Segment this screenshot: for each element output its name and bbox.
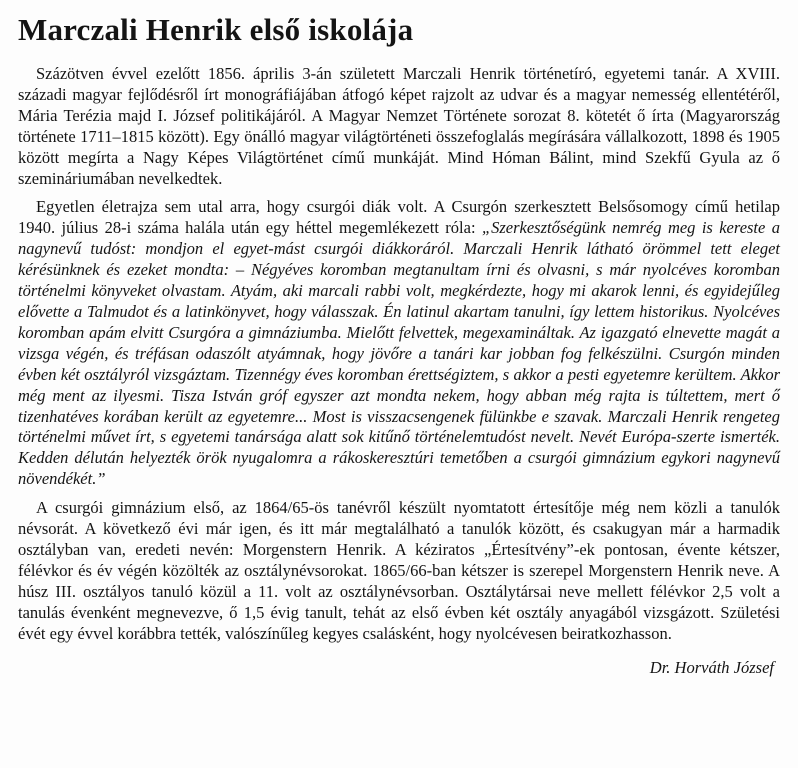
paragraph-1 — [18, 64, 780, 189]
paragraph-2-intro: Egyetlen életrajza sem utal arra, hogy csurgói diák volt. A Csurgón szerkesztett Belsősomogy című hetilap 1940. július 28-i száma halála után egy héttel megemlékezett róla: — [18, 197, 780, 238]
paragraph-2 — [18, 197, 780, 490]
paragraph-3-text: A csurgói gimnázium első, az 1864/65-ös tanévről készült nyomtatott értesítője még nem közli a tanulók névsorát. A következő évi már igen, és itt már megtalálható a tanulók között, és csakugyan már a harmadik osztályban van, eredeti nevén: Morgenstern Henrik. A kéziratos „Értesítvény”-ek pontosan, évente kétszer, félévkor és év végén közölték az osztálynévsorokat. 1865/66-ban kétszer is szerepel Morgenstern Henrik neve. A húsz III. osztályos tanuló közül a 11. volt az osztálynévsorban. Osztálytársai neve mellett félévkor 2,5 volt a tanulás évenként megnevezve, ő 1,5 évig tanult, tehát az első évben két osztály anyagából vizsgázott. Születési évét egy évvel korábbra tették, valószínűleg kegyes csalásként, hogy nyolcévesen beiratkozhasson. — [18, 498, 780, 643]
newspaper-quote: „Szerkesztőségünk nemrég meg is kereste a nagynevű tudóst: mondjon el egyet-mást csurgói diákkoráról. Marczali Henrik látható örömmel tett eleget kérésünknek és ezeket mondta: – Négyéves koromban megtanultam írni és olvasni, s már nyolcéves koromban történelmi könyveket olvastam. Atyám, aki marcali rabbi volt, megkérdezte, hogy mi akarok lenni, és egyidejűleg elővette a Talmudot és a latinkönyvet, hogy válasszak. Én latinul akartam tanulni, így lettem historikus. Nyolcéves koromban apám elvitt Csurgóra a gimnáziumba. Mielőtt felvettek, megexamináltak. Az igazgató elnevette magát a vizsga végén, és tréfásan odaszólt atyámnak, hogy jövőre a tanári kar jobban fog felkészülni. Csurgón minden évben két osztályról vizsgáztam. Tizennégy éves koromban érettségiztem, s akkor a pesti egyetemre kerültem. Akkor még ment az ilyesmi. Tisza István gróf egyszer azt mondta nekem, hogy abban még rajta is túltettem, mert ő tizenhatéves korában került az egyetemre... Most is visszacsengenek fülünkbe e szavak. Marczali Henrik rengeteg történelmi művet írt, s egyetemi tanársága alatt sok kitűnő történelemtudóst nevelt. Nevét Európa-szerte ismerték. Kedden délután helyezték örök nyugalomra a rákoskeresztúri temetőben a csurgói gimnázium egykori nagynevű növendékét.” — [18, 218, 780, 489]
author-signature: Dr. Horváth József — [649, 658, 774, 678]
paragraph-1-text: Százötven évvel ezelőtt 1856. április 3-án született Marczali Henrik történetíró, egyetemi tanár. A XVIII. századi magyar fejlődésről írt monográfiájában átfogó képet rajzolt az udvar és a magyar nemesség ellentétéről, Mária Terézia majd I. József politikájáról. A Magyar Nemzet Története sorozat 8. kötetét ő írta (Magyarország története 1711–1815 között). Egy önálló magyar világtörténeti összefoglalás megírására vállalkozott, 1898 és 1905 között megírta a Nagy Képes Világtörténet című munkáját. Mind Hóman Bálint, mind Szekfű Gyula az ő szemináriumában nevelkedtek. — [18, 64, 780, 188]
paragraph-3 — [18, 498, 780, 644]
article-title: Marczali Henrik első iskolája — [18, 12, 414, 47]
paragraph-2-text — [18, 197, 780, 490]
